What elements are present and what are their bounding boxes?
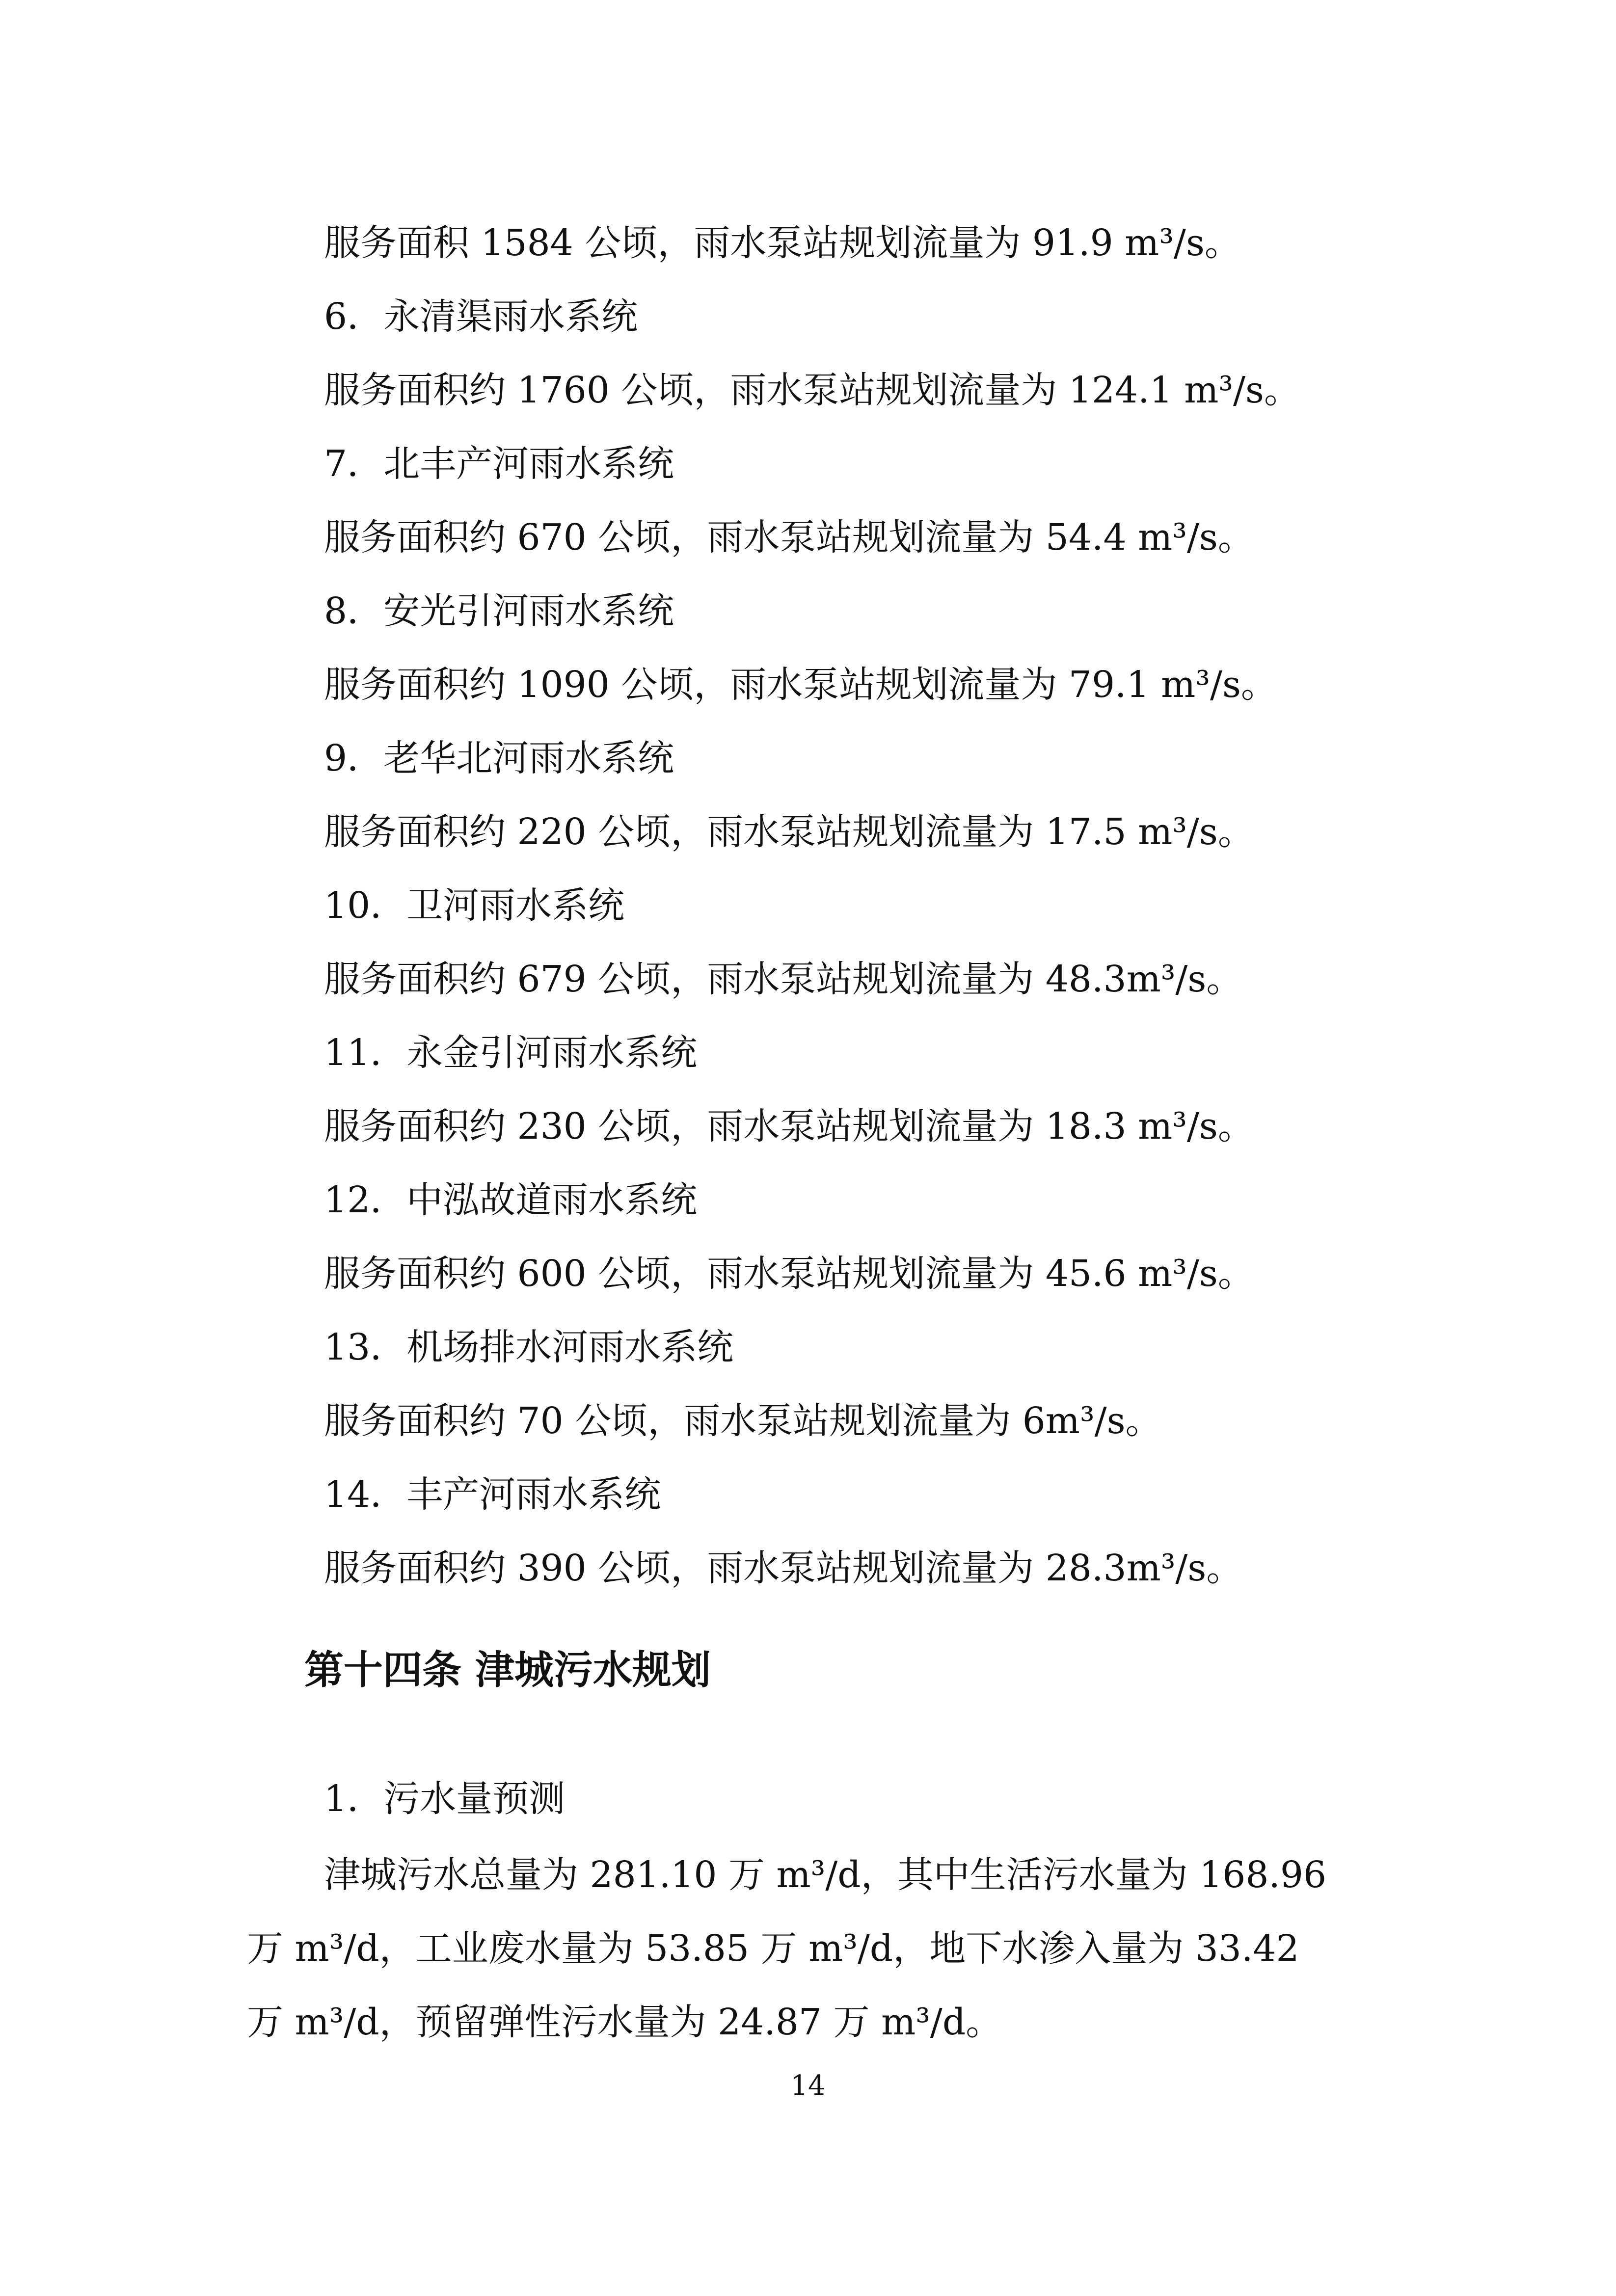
text-line: 7．北丰产河雨水系统 [324, 443, 674, 485]
text-line: 服务面积约 1090 公顷，雨水泵站规划流量为 79.1 m³/s。 [324, 664, 1277, 706]
text-line: 6．永清渠雨水系统 [324, 295, 638, 338]
text-line: 服务面积约 600 公顷，雨水泵站规划流量为 45.6 m³/s。 [324, 1253, 1254, 1295]
paragraph-line: 万 m³/d，预留弹性污水量为 24.87 万 m³/d。 [247, 2001, 1002, 2043]
text-line: 服务面积约 220 公顷，雨水泵站规划流量为 17.5 m³/s。 [324, 811, 1254, 853]
text-line: 服务面积约 679 公顷，雨水泵站规划流量为 48.3m³/s。 [324, 958, 1243, 1000]
text-line: 12．中泓故道雨水系统 [324, 1179, 698, 1221]
section-heading: 第十四条 津城污水规划 [304, 1647, 711, 1693]
text-line: 服务面积约 230 公顷，雨水泵站规划流量为 18.3 m³/s。 [324, 1105, 1254, 1148]
subsection-item: 1．污水量预测 [324, 1778, 566, 1820]
paragraph-line: 津城污水总量为 281.10 万 m³/d，其中生活污水量为 168.96 [324, 1854, 1327, 1896]
text-line: 11．永金引河雨水系统 [324, 1032, 698, 1074]
text-line: 10．卫河雨水系统 [324, 884, 625, 927]
text-line: 服务面积约 670 公顷，雨水泵站规划流量为 54.4 m³/s。 [324, 516, 1254, 559]
text-line: 服务面积约 1760 公顷，雨水泵站规划流量为 124.1 m³/s。 [324, 369, 1301, 411]
text-line: 9．老华北河雨水系统 [324, 737, 674, 779]
paragraph-line: 万 m³/d，工业废水量为 53.85 万 m³/d，地下水渗入量为 33.42 [247, 1927, 1299, 1970]
text-line: 8．安光引河雨水系统 [324, 590, 674, 632]
text-line: 服务面积 1584 公顷，雨水泵站规划流量为 91.9 m³/s。 [324, 222, 1241, 264]
text-line: 服务面积约 390 公顷，雨水泵站规划流量为 28.3m³/s。 [324, 1547, 1243, 1589]
page-number: 14 [790, 2070, 826, 2102]
text-line: 14．丰产河雨水系统 [324, 1473, 661, 1516]
text-line: 服务面积约 70 公顷，雨水泵站规划流量为 6m³/s。 [324, 1400, 1162, 1442]
text-line: 13．机场排水河雨水系统 [324, 1326, 734, 1368]
